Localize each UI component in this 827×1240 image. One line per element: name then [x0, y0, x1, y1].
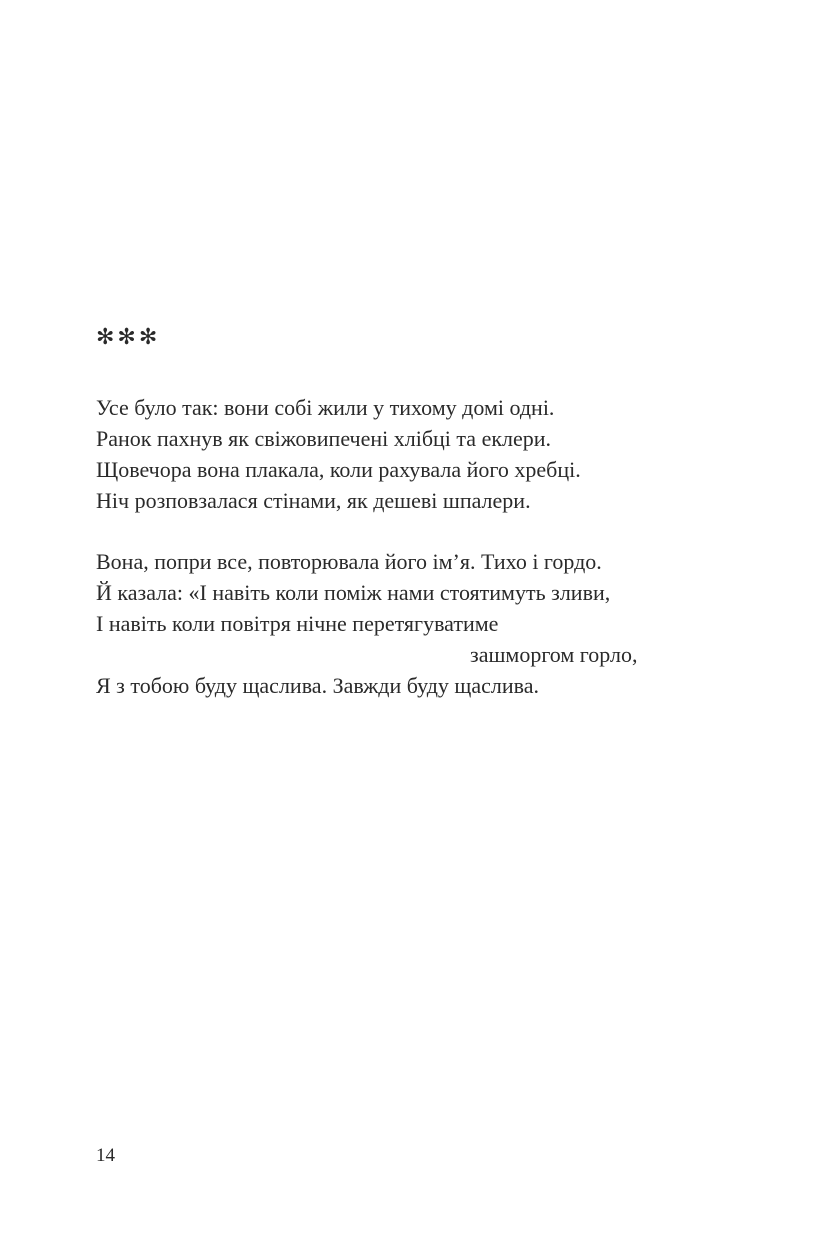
poem-line-continuation: зашморгом горло,	[470, 642, 638, 667]
poem-stanza-2	[96, 546, 637, 701]
poem-line: Щовечора вона плакала, коли рахувала його хребці.	[96, 457, 581, 482]
poem-line: Я з тобою буду щаслива. Завжди буду щаслива.	[96, 673, 540, 698]
section-divider-asterisks: ✻✻✻	[96, 324, 161, 349]
poem-stanza-1	[96, 392, 581, 516]
poem-line: І навіть коли повітря нічне перетягуватиме	[96, 611, 499, 636]
poem-line: Усе було так: вони собі жили у тихому домі одні.	[96, 395, 555, 420]
poem-line: Й казала: «І навіть коли поміж нами стоятимуть зливи,	[96, 580, 611, 605]
page-number: 14	[96, 1145, 115, 1166]
poem-line: Вона, попри все, повторювала його ім’я. Тихо і гордо.	[96, 549, 602, 574]
poem-line: Ранок пахнув як свіжовипечені хлібці та еклери.	[96, 426, 552, 451]
poem-line: Ніч розповзалася стінами, як дешеві шпалери.	[96, 488, 531, 513]
